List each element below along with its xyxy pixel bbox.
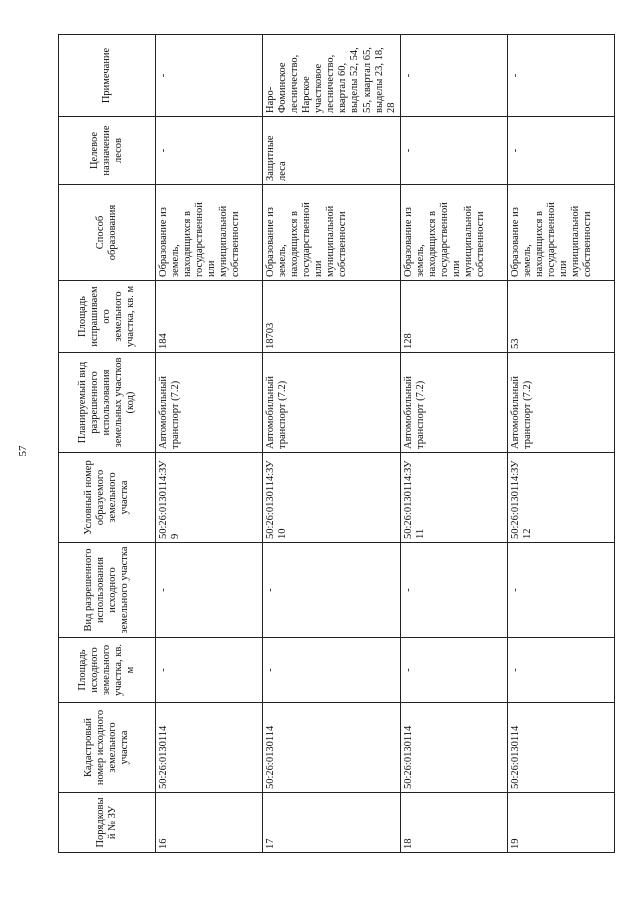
header-cell: Примечание bbox=[59, 35, 156, 117]
cell-forest-purpose: - bbox=[400, 117, 507, 185]
cell-source-area: - bbox=[507, 638, 614, 703]
cell-planned-use: Автомобильный транспорт (7.2) bbox=[263, 353, 401, 453]
cell-new-number: 50:26:0130114:ЗУ12 bbox=[507, 453, 614, 543]
cell-source-area: - bbox=[156, 638, 263, 703]
cell-note: - bbox=[400, 35, 507, 117]
cell-source-cadastral: 50:26:0130114 bbox=[156, 703, 263, 793]
cell-new-number: 50:26:0130114:ЗУ10 bbox=[263, 453, 401, 543]
cell-new-number: 50:26:0130114:ЗУ11 bbox=[400, 453, 507, 543]
cell-forest-purpose: Защитные леса bbox=[263, 117, 401, 185]
cell-source-area: - bbox=[400, 638, 507, 703]
cell-index: 17 bbox=[263, 793, 401, 853]
cell-source-use: - bbox=[400, 543, 507, 638]
cell-new-number: 50:26:0130114:ЗУ9 bbox=[156, 453, 263, 543]
cell-index: 19 bbox=[507, 793, 614, 853]
cell-method: Образование из земель, находящихся в государственной или муниципальной собственности bbox=[263, 185, 401, 281]
cell-note: - bbox=[156, 35, 263, 117]
table-row bbox=[156, 35, 263, 853]
cell-method: Образование из земель, находящихся в государственной или муниципальной собственности bbox=[400, 185, 507, 281]
cell-index: 16 bbox=[156, 793, 263, 853]
table-container bbox=[58, 35, 594, 853]
header-cell: Условный номер образуемого земельного участка bbox=[59, 453, 156, 543]
cell-forest-purpose: - bbox=[507, 117, 614, 185]
cell-planned-use: Автомобильный транспорт (7.2) bbox=[507, 353, 614, 453]
cell-note: - bbox=[507, 35, 614, 117]
header-cell: Кадастровый номер исходного земельного участка bbox=[59, 703, 156, 793]
cell-method: Образование из земель, находящихся в государственной или муниципальной собственности bbox=[507, 185, 614, 281]
page-number: 57 bbox=[17, 445, 29, 457]
cell-area: 128 bbox=[400, 281, 507, 353]
header-cell: Способ образования bbox=[59, 185, 156, 281]
cell-forest-purpose: - bbox=[156, 117, 263, 185]
cell-planned-use: Автомобильный транспорт (7.2) bbox=[400, 353, 507, 453]
cell-area: 184 bbox=[156, 281, 263, 353]
header-cell: Порядковый № ЗУ bbox=[59, 793, 156, 853]
header-cell: Планируемый вид разрешенного использования земельных участков (код) bbox=[59, 353, 156, 453]
cell-source-use: - bbox=[507, 543, 614, 638]
land-plots-table bbox=[58, 34, 615, 853]
table-row bbox=[507, 35, 614, 853]
header-cell: Вид разрешенного использования исходного земельного участка bbox=[59, 543, 156, 638]
table-row bbox=[263, 35, 401, 853]
cell-source-use: - bbox=[156, 543, 263, 638]
header-row bbox=[59, 35, 156, 853]
cell-source-cadastral: 50:26:0130114 bbox=[400, 703, 507, 793]
cell-area: 53 bbox=[507, 281, 614, 353]
cell-note: Наро-Фоминское лесничество, Нарское участковое лесничество, квартал 60, выделы 52, 54, 55, квартал 65, выделы 23, 18, 28 bbox=[263, 35, 401, 117]
rotated-table-frame bbox=[58, 35, 594, 853]
cell-source-use: - bbox=[263, 543, 401, 638]
cell-index: 18 bbox=[400, 793, 507, 853]
cell-planned-use: Автомобильный транспорт (7.2) bbox=[156, 353, 263, 453]
cell-source-cadastral: 50:26:0130114 bbox=[507, 703, 614, 793]
cell-source-area: - bbox=[263, 638, 401, 703]
cell-area: 18703 bbox=[263, 281, 401, 353]
header-cell: Площадь испрашиваемого земельного участка, кв. м bbox=[59, 281, 156, 353]
table-row bbox=[400, 35, 507, 853]
cell-source-cadastral: 50:26:0130114 bbox=[263, 703, 401, 793]
header-cell: Площадь исходного земельного участка, кв. м bbox=[59, 638, 156, 703]
cell-method: Образование из земель, находящихся в государственной или муниципальной собственности bbox=[156, 185, 263, 281]
header-cell: Целевое назначение лесов bbox=[59, 117, 156, 185]
